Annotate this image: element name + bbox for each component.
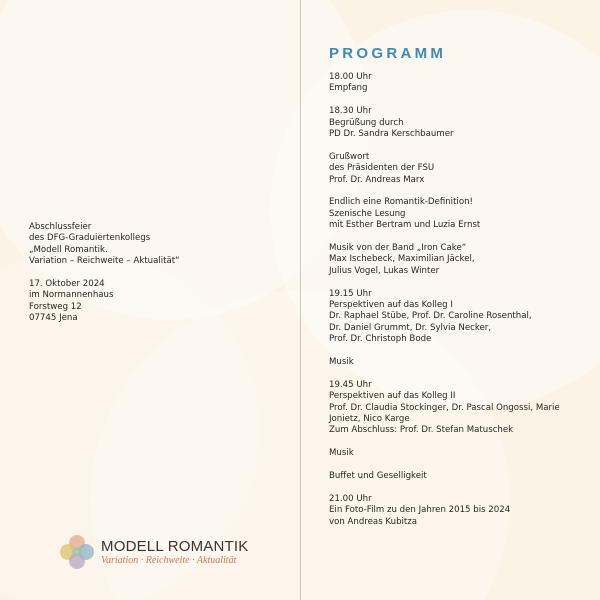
program-line: Prof. Dr. Christoph Bode bbox=[329, 334, 432, 345]
program-line: 19.45 Uhr bbox=[329, 379, 372, 390]
program-entry bbox=[329, 197, 591, 231]
invitation-line: des DFG-Graduiertenkollegs bbox=[29, 233, 151, 244]
invitation-line: Variation – Reichweite – Aktualität“ bbox=[29, 256, 180, 267]
program-entry bbox=[329, 243, 591, 277]
program-line: Dr. Raphael Stübe, Prof. Dr. Caroline Rosenthal, bbox=[329, 311, 532, 322]
program-line: Buffet und Geselligkeit bbox=[329, 471, 427, 482]
program-entry bbox=[329, 471, 591, 482]
logo-subtitle: Variation · Reichweite · Aktualität bbox=[101, 555, 237, 566]
program-entry bbox=[329, 494, 591, 528]
program-line: des Präsidenten der FSU bbox=[329, 163, 435, 174]
modell-romantik-logo bbox=[57, 534, 297, 570]
program-line: Prof. Dr. Andreas Marx bbox=[329, 174, 425, 185]
program-line: Grußwort bbox=[329, 151, 370, 162]
program-block bbox=[329, 45, 591, 539]
program-entry bbox=[329, 289, 591, 346]
invitation-block bbox=[29, 222, 289, 325]
program-entry bbox=[329, 72, 591, 95]
program-line: Julius Vogel, Lukas Winter bbox=[329, 265, 440, 276]
program-line: Zum Abschluss: Prof. Dr. Stefan Matuschek bbox=[329, 425, 514, 436]
program-line: 21.00 Uhr bbox=[329, 493, 372, 504]
program-line: Ein Foto-Film zu den Jahren 2015 bis 2024 bbox=[329, 505, 511, 516]
program-line: 18.30 Uhr bbox=[329, 106, 372, 117]
venue-line: 07745 Jena bbox=[29, 313, 78, 324]
program-line: Begrüßung durch bbox=[329, 117, 404, 128]
program-title: PROGRAMM bbox=[329, 45, 447, 62]
program-line: 18.00 Uhr bbox=[329, 72, 372, 82]
program-entry bbox=[329, 380, 591, 437]
fold-line bbox=[300, 0, 301, 600]
program-line: von Andreas Kubitza bbox=[329, 516, 418, 527]
invitation-line: „Modell Romantik. bbox=[29, 244, 108, 255]
program-line: Perspektiven auf das Kolleg I bbox=[329, 300, 453, 311]
program-line: Szenische Lesung bbox=[329, 208, 406, 219]
program-line: Musik von der Band „Iron Cake“ bbox=[329, 243, 467, 254]
program-line: PD Dr. Sandra Kerschbaumer bbox=[329, 129, 454, 140]
venue-line: Forstweg 12 bbox=[29, 301, 82, 312]
program-line: Musik bbox=[329, 357, 354, 368]
program-line: Dr. Daniel Grummt, Dr. Sylvia Necker, bbox=[329, 322, 492, 333]
event-date: 17. Oktober 2024 bbox=[29, 279, 105, 290]
program-entry bbox=[329, 448, 591, 459]
invitation-line: Abschlussfeier bbox=[29, 222, 92, 232]
program-line: Endlich eine Romantik-Definition! bbox=[329, 197, 473, 208]
program-line: Perspektiven auf das Kolleg II bbox=[329, 391, 456, 402]
program-entries bbox=[329, 72, 591, 528]
program-line: Prof. Dr. Claudia Stockinger, Dr. Pascal Ongossi, Marie bbox=[329, 402, 560, 413]
program-line: Max Ischebeck, Maximilian Jäckel, bbox=[329, 254, 475, 265]
program-entry bbox=[329, 152, 591, 186]
logo-title: MODELL ROMANTIK bbox=[101, 538, 249, 555]
program-line: Empfang bbox=[329, 83, 368, 94]
program-entry bbox=[329, 357, 591, 368]
logo-mark-icon bbox=[57, 534, 97, 570]
program-line: Musik bbox=[329, 448, 354, 459]
program-entry bbox=[329, 106, 591, 140]
program-line: 19.15 Uhr bbox=[329, 288, 372, 299]
program-line: mit Esther Bertram und Luzia Ernst bbox=[329, 220, 481, 231]
program-line: Jonietz, Nico Karge bbox=[329, 414, 410, 425]
venue-line: im Normannenhaus bbox=[29, 290, 114, 301]
